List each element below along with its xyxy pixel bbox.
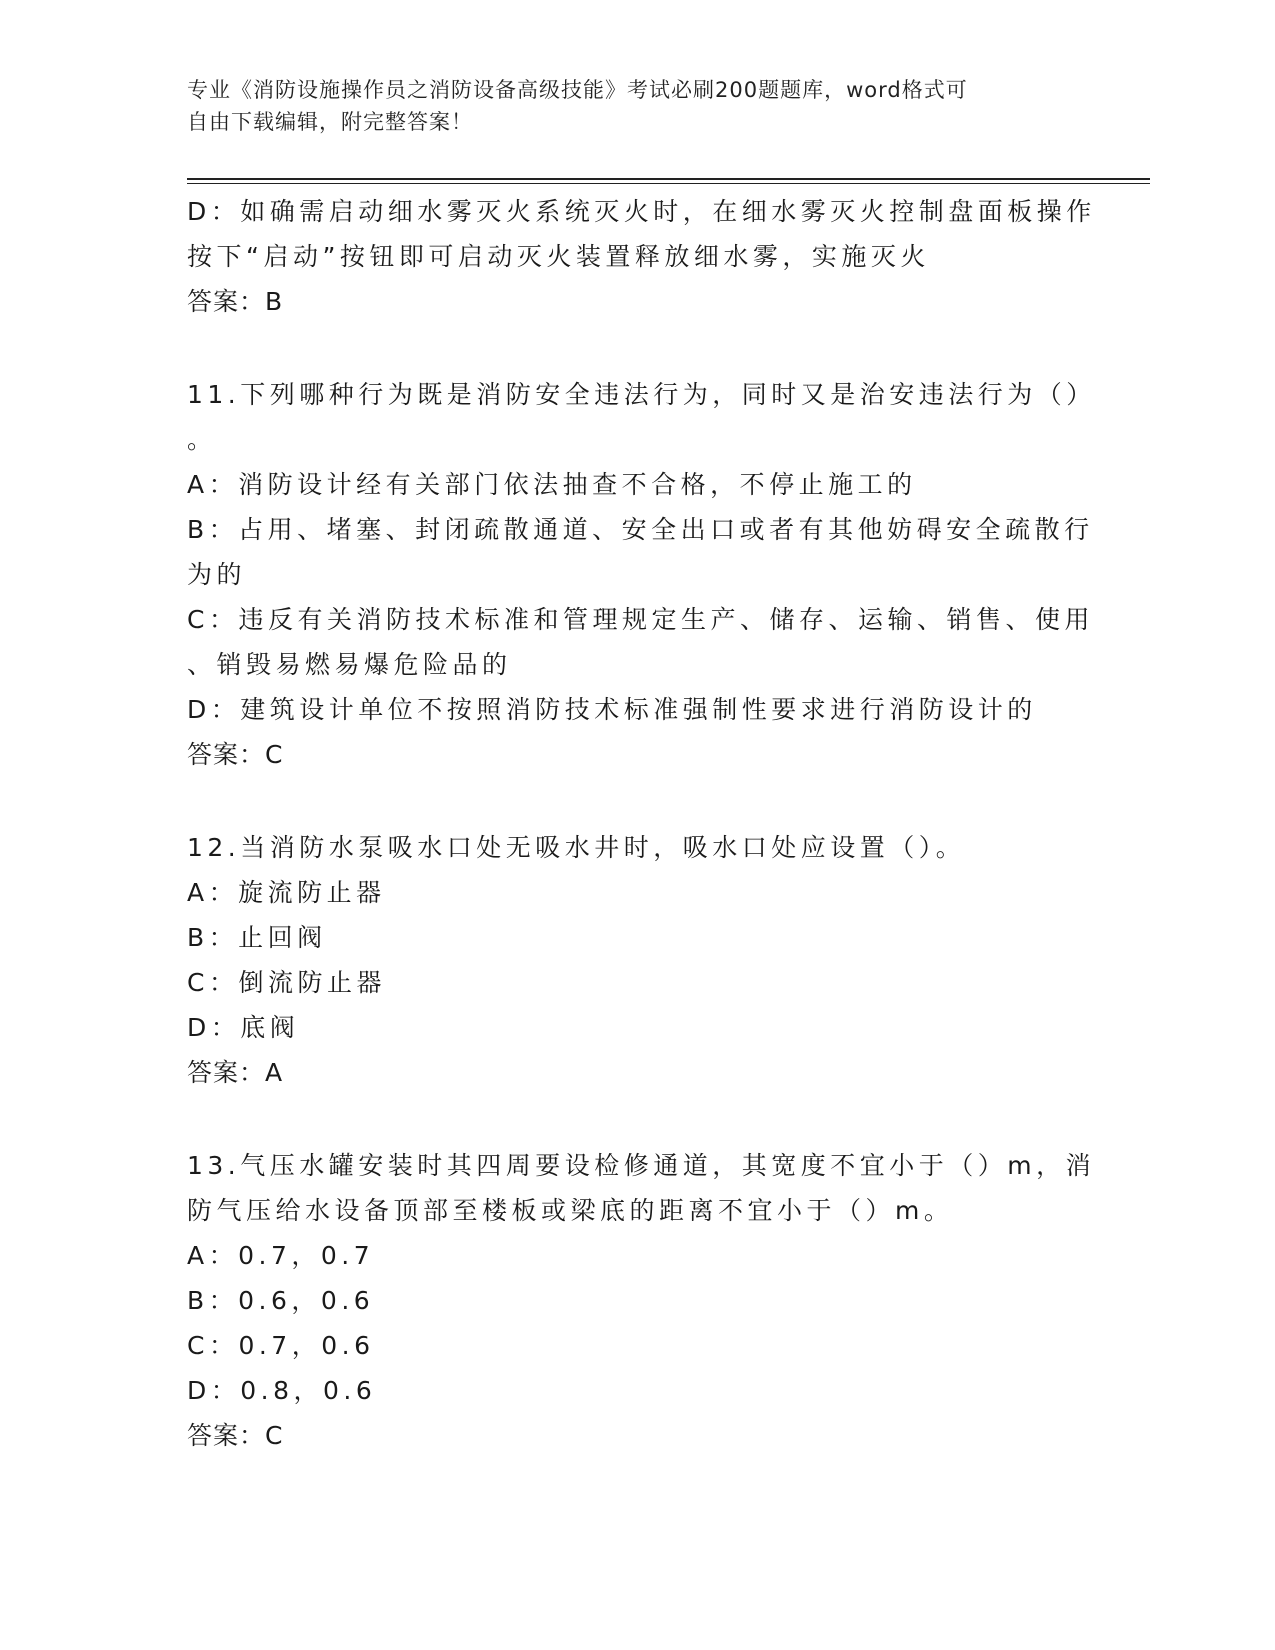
spacer xyxy=(187,777,1087,825)
header-divider-thin xyxy=(187,183,1150,184)
question-stem-line-1: 11.下列哪种行为既是消防安全违法行为，同时又是治安违法行为（） xyxy=(187,380,1096,409)
spacer xyxy=(187,1095,1087,1143)
option-c-line-2: 、销毁易燃易爆危险品的 xyxy=(187,650,512,679)
question-stem-line-1: 13.气压水罐安装时其四周要设检修通道，其宽度不宜小于（）m，消 xyxy=(187,1151,1096,1180)
answer-label: 答案：B xyxy=(187,287,284,316)
option-d-line-2: 按下“启动”按钮即可启动灭火装置释放细水雾，实施灭火 xyxy=(187,242,930,271)
document-header xyxy=(187,74,1087,138)
option-c: C：0.7，0.6 xyxy=(187,1331,375,1360)
question-stem: 12.当消防水泵吸水口处无吸水井时，吸水口处应设置（）。 xyxy=(187,833,966,862)
option-b: B：0.6，0.6 xyxy=(187,1286,375,1315)
question-content xyxy=(187,189,1096,1458)
question-13 xyxy=(187,1143,1096,1458)
option-b: B：止回阀 xyxy=(187,923,327,952)
option-a: A：0.7，0.7 xyxy=(187,1241,375,1270)
option-d: D：0.8，0.6 xyxy=(187,1376,377,1405)
question-11 xyxy=(187,372,1096,777)
option-b-line-1: B：占用、堵塞、封闭疏散通道、安全出口或者有其他妨碍安全疏散行 xyxy=(187,515,1094,544)
option-d: D：底阀 xyxy=(187,1013,300,1042)
question-fragment xyxy=(187,189,1096,324)
header-title-line-2: 自由下载编辑，附完整答案！ xyxy=(187,110,473,134)
answer-label: 答案：C xyxy=(187,1421,284,1450)
question-stem-line-2: 。 xyxy=(187,425,217,454)
option-d: D：建筑设计单位不按照消防技术标准强制性要求进行消防设计的 xyxy=(187,695,1037,724)
option-a: A：旋流防止器 xyxy=(187,878,386,907)
header-title-line-1: 专业《消防设施操作员之消防设备高级技能》考试必刷200题题库，word格式可 xyxy=(187,78,968,102)
option-a: A：消防设计经有关部门依法抽查不合格，不停止施工的 xyxy=(187,470,917,499)
option-b-line-2: 为的 xyxy=(187,560,247,589)
option-c-line-1: C：违反有关消防技术标准和管理规定生产、储存、运输、销售、使用 xyxy=(187,605,1094,634)
spacer xyxy=(187,324,1087,372)
question-12 xyxy=(187,825,1087,1095)
header-divider xyxy=(187,178,1150,180)
answer-label: 答案：C xyxy=(187,740,284,769)
answer-label: 答案：A xyxy=(187,1058,284,1087)
option-d-line-1: D：如确需启动细水雾灭火系统灭火时，在细水雾灭火控制盘面板操作 xyxy=(187,197,1096,226)
option-c: C：倒流防止器 xyxy=(187,968,386,997)
question-stem-line-2: 防气压给水设备顶部至楼板或梁底的距离不宜小于（）m。 xyxy=(187,1196,954,1225)
